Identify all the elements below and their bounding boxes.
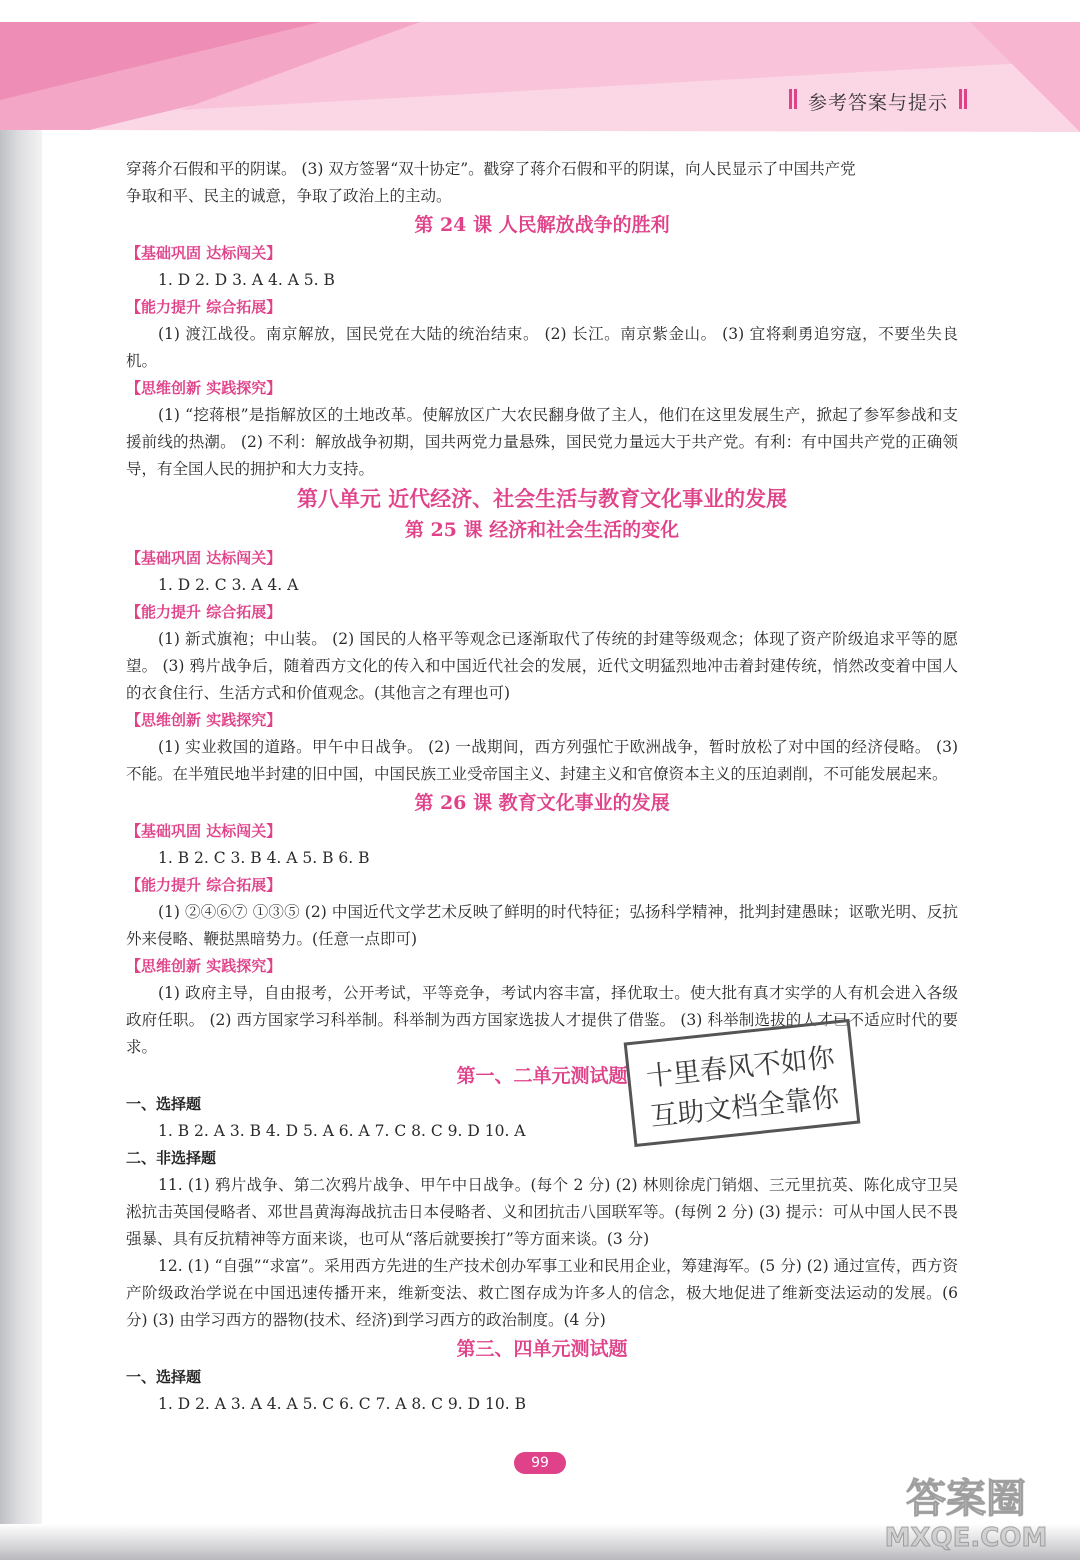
book-spine-shadow	[0, 0, 42, 1560]
test-12-title: 第一、二单元测试题	[456, 1065, 628, 1087]
lesson-25-basic-answers: 1. D 2. C 3. A 4. A	[158, 576, 299, 594]
test-34-section-1: 一、选择题	[126, 1368, 202, 1386]
intro-line-1: 穿蒋介石假和平的阴谋。 (3) 双方签署“双十协定”。戳穿了蒋介石假和平的阴谋，向人民显示了中国共产党	[126, 160, 856, 178]
lesson-26-think-tag: 【思维创新 实践探究】	[126, 957, 282, 975]
lesson-25-think-tag: 【思维创新 实践探究】	[126, 711, 282, 729]
lesson-24-basic-tag: 【基础巩固 达标闯关】	[126, 244, 282, 262]
watermark-text: 答案圈	[906, 1476, 1026, 1522]
site-watermark	[866, 1462, 1066, 1554]
lesson-24-ability-text: (1) 渡江战役。南京解放，国民党在大陆的统治结束。 (2) 长江。南京紫金山。 (3) 宜将剩勇追穷寇，不要坐失良机。	[126, 325, 958, 370]
lesson-26-ability-text: (1) ②④⑥⑦ ①③⑤ (2) 中国近代文学艺术反映了鲜明的时代特征；弘扬科学精神，批判封建愚昧；讴歌光明、反抗外来侵略、鞭挞黑暗势力。(任意一点即可)	[126, 903, 958, 948]
header-title-text: 参考答案与提示	[807, 92, 948, 114]
stamp-line-1: 十里春风不如你	[644, 1042, 836, 1093]
lesson-24-basic-answers: 1. D 2. D 3. A 4. A 5. B	[158, 271, 335, 289]
lesson-25-think-text: (1) 实业救国的道路。甲午中日战争。 (2) 一战期间，西方列强忙于欧洲战争，暂时放松了对中国的经济侵略。 (3) 不能。在半殖民地半封建的旧中国，中国民族工业受帝国主义、封建主义和官僚资本主义的压迫剥削，不可能发展起来。	[126, 738, 958, 783]
lesson-24-think-text: (1) “挖蒋根”是指解放区的土地改革。使解放区广大农民翻身做了主人，他们在这里发展生产，掀起了参军参战和支援前线的热潮。 (2) 不利：解放战争初期，国共两党力量悬殊，国民党力量远大于共产党。有利：有中国共产党的正确领导，有全国人民的拥护和大力支持。	[126, 406, 958, 478]
lesson-26-basic-answers: 1. B 2. C 3. B 4. A 5. B 6. B	[158, 849, 370, 867]
lesson-26-ability-tag: 【能力提升 综合拓展】	[126, 876, 282, 894]
lesson-26-think-text: (1) 政府主导，自由报考，公开考试，平等竞争，考试内容丰富，择优取士。使大批有真才实学的人有机会进入各级政府任职。 (2) 西方国家学习科举制。科举制为西方国家选拔人才提供了借鉴。 (3) 科举制选拔的人才已不适应时代的要求。	[126, 984, 958, 1056]
intro-line-2: 争取和平、民主的诚意，争取了政治上的主动。	[126, 187, 452, 205]
answer-content	[126, 156, 958, 1418]
test-12-section-2: 二、非选择题	[126, 1149, 217, 1167]
header-right-bars	[958, 89, 968, 114]
lesson-24-title: 第 24 课 人民解放战争的胜利	[414, 214, 670, 236]
lesson-26-title: 第 26 课 教育文化事业的发展	[414, 792, 670, 814]
lesson-25-ability-text: (1) 新式旗袍；中山装。 (2) 国民的人格平等观念已逐渐取代了传统的封建等级观念；体现了资产阶级追求平等的愿望。 (3) 鸦片战争后，随着西方文化的传入和中国近代社会的发展，近代文明猛烈地冲击着封建传统，悄然改变着中国人的衣食住行、生活方式和价值观念。(其他言之有理也可)	[126, 630, 958, 702]
lesson-26-basic-tag: 【基础巩固 达标闯关】	[126, 822, 282, 840]
watermark-url: MXQE.COM	[884, 1523, 1048, 1553]
lesson-24-ability-tag: 【能力提升 综合拓展】	[126, 298, 282, 316]
test-12-choice-answers: 1. B 2. A 3. B 4. D 5. A 6. A 7. C 8. C 9. D 10. A	[158, 1122, 526, 1140]
lesson-25-title: 第 25 课 经济和社会生活的变化	[404, 519, 680, 541]
unit-8-title: 第八单元 近代经济、社会生活与教育文化事业的发展	[296, 486, 788, 511]
header-decoration	[0, 0, 1080, 140]
stamp-line-2: 互助文档全靠你	[648, 1082, 841, 1133]
header-title	[788, 88, 968, 115]
test-34-title: 第三、四单元测试题	[456, 1338, 628, 1360]
lesson-24-think-tag: 【思维创新 实践探究】	[126, 379, 282, 397]
lesson-25-ability-tag: 【能力提升 综合拓展】	[126, 603, 282, 621]
lesson-25-basic-tag: 【基础巩固 达标闯关】	[126, 549, 282, 567]
test-12-section-1: 一、选择题	[126, 1095, 202, 1113]
header-left-bars	[788, 89, 798, 114]
test-12-question-11: 11. (1) 鸦片战争、第二次鸦片战争、甲午中日战争。(每个 2 分) (2) 林则徐虎门销烟、三元里抗英、陈化成守卫吴淞抗击英国侵略者、邓世昌黄海海战抗击日本侵略者、义和团抗击八国联军等。(每例 2 分) (3) 提示：可从中国人民不畏强暴、具有反抗精神等方面来谈，也可从“落后就要挨打”等方面来谈。(3 分)	[126, 1176, 958, 1248]
test-12-question-12: 12. (1) “自强”“求富”。采用西方先进的生产技术创办军事工业和民用企业，筹建海军。(5 分) (2) 通过宣传，西方资产阶级政治学说在中国迅速传播开来，维新变法、救亡图存成为许多人的信念，极大地促进了维新变法运动的发展。(6 分) (3) 由学习西方的器物(技术、经济)到学习西方的政治制度。(4 分)	[126, 1257, 958, 1329]
test-34-choice-answers: 1. D 2. A 3. A 4. A 5. C 6. C 7. A 8. C 9. D 10. B	[158, 1395, 526, 1413]
page-number: 99	[514, 1452, 566, 1474]
